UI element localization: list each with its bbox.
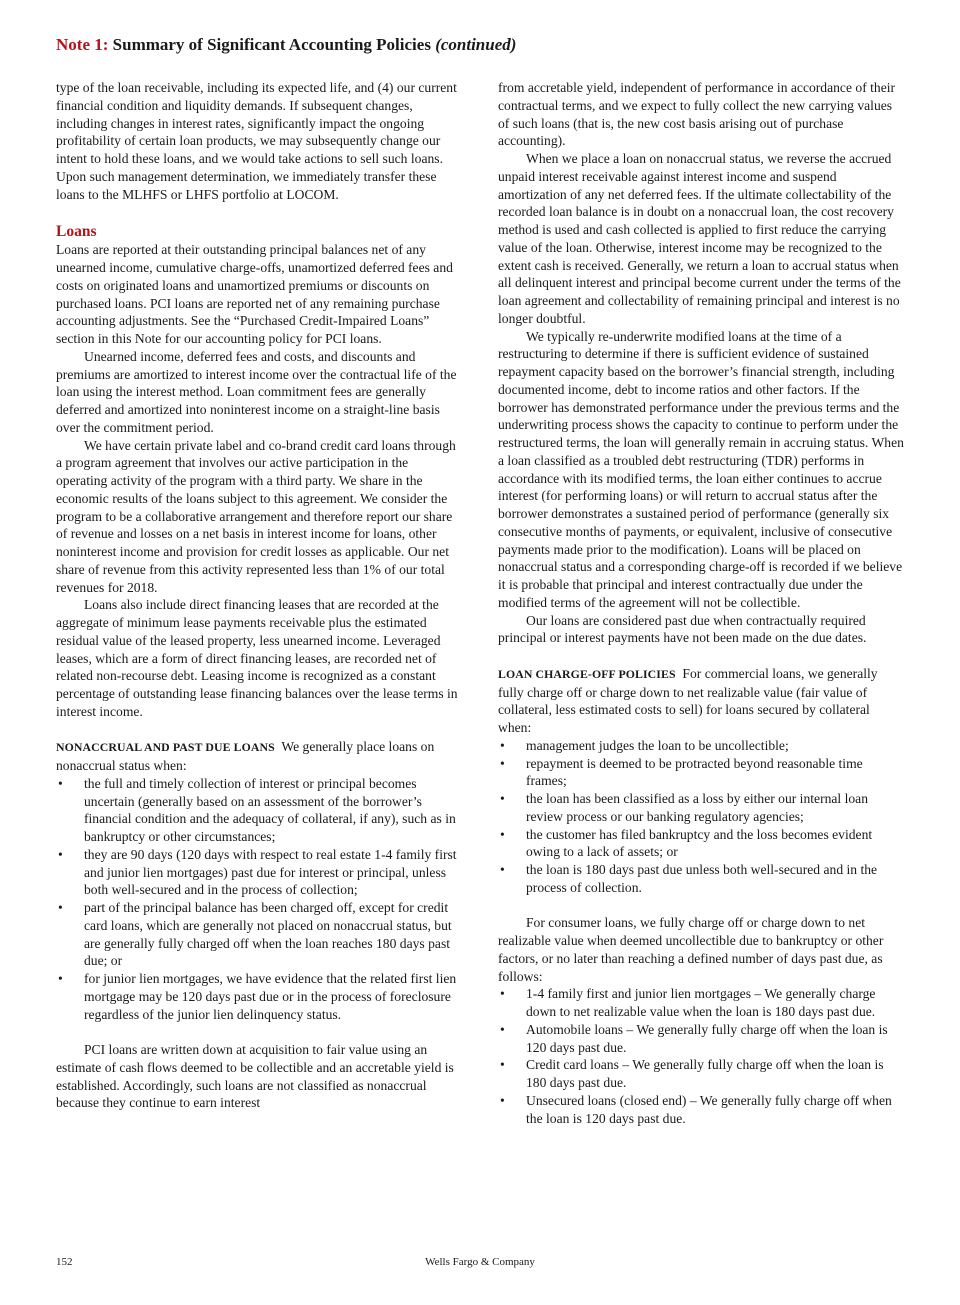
list-item: • for junior lien mortgages, we have evidence that the related first lien mortgage may be 120 days past due or in the process of foreclosure regardless of the junior lien delinquency status. bbox=[56, 970, 462, 1023]
list-item: • part of the principal balance has been charged off, except for credit card loans, which are generally not placed on nonaccrual status, but are generally fully charged off when the loan reaches 180 days past due; or bbox=[56, 899, 462, 970]
list-item: • Automobile loans – We generally fully charge off when the loan is 120 days past due. bbox=[498, 1021, 905, 1057]
list-item: • Credit card loans – We generally fully charge off when the loan is 180 days past due. bbox=[498, 1056, 905, 1092]
nonaccrual-bullet-list bbox=[56, 775, 462, 1024]
note-title: Summary of Significant Accounting Policies bbox=[112, 35, 431, 54]
section-heading-loans: Loans bbox=[56, 223, 97, 241]
paragraph: Loans are reported at their outstanding principal balances net of any unearned income, cumulative charge-offs, unamortized deferred fees and costs on originated loans and unamortized premiums or discounts on purchased loans. PCI loans are reported net of any remaining purchase accounting adjustments. See the “Purchased Credit-Impaired Loans” section in this Note for our accounting policy for PCI loans. bbox=[56, 242, 453, 346]
paragraph: For consumer loans, we fully charge off or charge down to net realizable value when deemed uncollectible due to bankruptcy or other factors, or no later than reaching a defined number of days past due, as follows: bbox=[498, 915, 884, 984]
paragraph: When we place a loan on nonaccrual status, we reverse the accrued unpaid interest receivable against interest income and suspend amortization of any net deferred fees. If the ultimate collectability of the recorded loan balance is in doubt on a nonaccrual loan, the cost recovery method is used and cash collected is applied to first reduce the carrying value of the loan. Otherwise, interest income may be recognized to the extent cash is received. Generally, we return a loan to accrual status when all delinquent interest and principal become current under the terms of the loan agreement and collectability of remaining principal and interest is no longer doubtful. bbox=[498, 151, 901, 326]
paragraph: We typically re-underwrite modified loans at the time of a restructuring to determine if there is sufficient evidence of sustained repayment capacity based on the borrower’s financial strength, including documented income, debt to income ratios and other factors. If the borrower has demonstrated performance under the previous terms and the underwriting process shows the capacity to continue to perform under the restructured terms, the loan will generally remain in accruing status. When a loan classified as a troubled debt restructuring (TDR) performs in accordance with its modified terms, the loan either continues to accrue interest (for performing loans) or will return to accrual status after the borrower demonstrates a sustained period of performance (generally six consecutive months of payments, or equivalent, inclusive of consecutive payments made prior to the modification). Loans will be placed on nonaccrual status and a corresponding charge-off is recorded if we believe it is probable that principal and interest contractually due under the modified terms of the agreement will not be collectible. bbox=[498, 328, 904, 610]
commercial-chargeoff-bullet-list bbox=[498, 737, 905, 897]
left-column bbox=[56, 79, 462, 1112]
consumer-chargeoff-bullet-list bbox=[498, 985, 905, 1127]
paragraph: type of the loan receivable, including its expected life, and (4) our current financial condition and liquidity demands. If subsequent changes, including changes in interest rates, significantly impact the ongoing profitability of certain loan products, we may subsequently change our intent to hold these loans, and we would take actions to sell such loans. Upon such management determination, we immediately transfer these loans to the MLHFS or LHFS portfolio at LOCOM. bbox=[56, 80, 457, 202]
list-item: • the loan has been classified as a loss by either our internal loan review process or our banking regulatory agencies; bbox=[498, 790, 905, 826]
paragraph: PCI loans are written down at acquisition to fair value using an estimate of cash flows deemed to be collectible and an accretable yield is established. Accordingly, such loans are not classified as nonaccrual because they continue to earn interest bbox=[56, 1042, 454, 1111]
paragraph: from accretable yield, independent of performance in accordance of their contractual terms, and we expect to fully collect the new carrying values of such loans (that is, the new cost basis arising out of purchase accounting). bbox=[498, 80, 896, 149]
paragraph: Loans also include direct financing leases that are recorded at the aggregate of minimum lease payments receivable plus the estimated residual value of the leased property, less unearned income. Leveraged leases, which are a form of direct financing leases, are recorded net of related non-recourse debt. Leasing income is recognized as a constant percentage of outstanding lease financing balances over the lease terms in interest income. bbox=[56, 597, 458, 719]
list-item: • repayment is deemed to be protracted beyond reasonable time frames; bbox=[498, 755, 905, 791]
paragraph: We have certain private label and co-brand credit card loans through a program agreement that involves our active participation in the operating activity of the program with a third party. We share in the economic results of the loans subject to this agreement. We consider the program to be a collaborative arrangement and therefore report our share of revenue and losses on a net basis in interest income for loans, other noninterest income and provision for credit losses as applicable. Our net share of revenue from this activity represented less than 1% of our total revenues for 2018. bbox=[56, 437, 456, 595]
note-continued: (continued) bbox=[435, 35, 517, 54]
subheading-nonaccrual: NONACCRUAL AND PAST DUE LOANS bbox=[56, 740, 275, 755]
list-item: • Unsecured loans (closed end) – We generally fully charge off when the loan is 120 days past due. bbox=[498, 1092, 905, 1128]
list-item: • the full and timely collection of interest or principal becomes uncertain (generally based on an assessment of the borrower’s financial condition and the adequacy of collateral, if any), such as in bankruptcy or other circumstances; bbox=[56, 775, 462, 846]
nonaccrual-intro: We generally place loans on nonaccrual status when: bbox=[56, 739, 435, 773]
chargeoff-paragraph bbox=[498, 665, 905, 737]
nonaccrual-paragraph bbox=[56, 738, 462, 775]
note-header bbox=[56, 35, 516, 55]
paragraph: Our loans are considered past due when contractually required principal or interest payments have not been made on the due dates. bbox=[498, 612, 867, 646]
list-item: • the loan is 180 days past due unless both well-secured and in the process of collection. bbox=[498, 861, 905, 897]
chargeoff-intro: For commercial loans, we generally fully charge off or charge down to net realizable value (fair value of collateral, less estimated costs to sell) for loans secured by collateral when: bbox=[498, 665, 878, 735]
right-column bbox=[498, 79, 905, 1127]
subheading-chargeoff: LOAN CHARGE-OFF POLICIES bbox=[498, 666, 676, 681]
list-item: • the customer has filed bankruptcy and the loss becomes evident owing to a lack of assets; or bbox=[498, 826, 905, 862]
list-item: • 1-4 family first and junior lien mortgages – We generally charge down to net realizable value when the loan is 180 days past due. bbox=[498, 985, 905, 1021]
list-item: • management judges the loan to be uncollectible; bbox=[498, 737, 905, 755]
paragraph: Unearned income, deferred fees and costs, and discounts and premiums are amortized to interest income over the contractual life of the loan using the interest method. Loan commitment fees are generally deferred and amortized into noninterest income on a straight-line basis over the commitment period. bbox=[56, 348, 457, 435]
footer-company-name: Wells Fargo & Company bbox=[425, 1256, 535, 1268]
list-item: • they are 90 days (120 days with respect to real estate 1-4 family first and junior lien mortgages) past due for interest or principal, unless both well-secured and in the process of collection; bbox=[56, 846, 462, 899]
note-number: Note 1: bbox=[56, 35, 109, 54]
page-number: 152 bbox=[56, 1256, 73, 1268]
